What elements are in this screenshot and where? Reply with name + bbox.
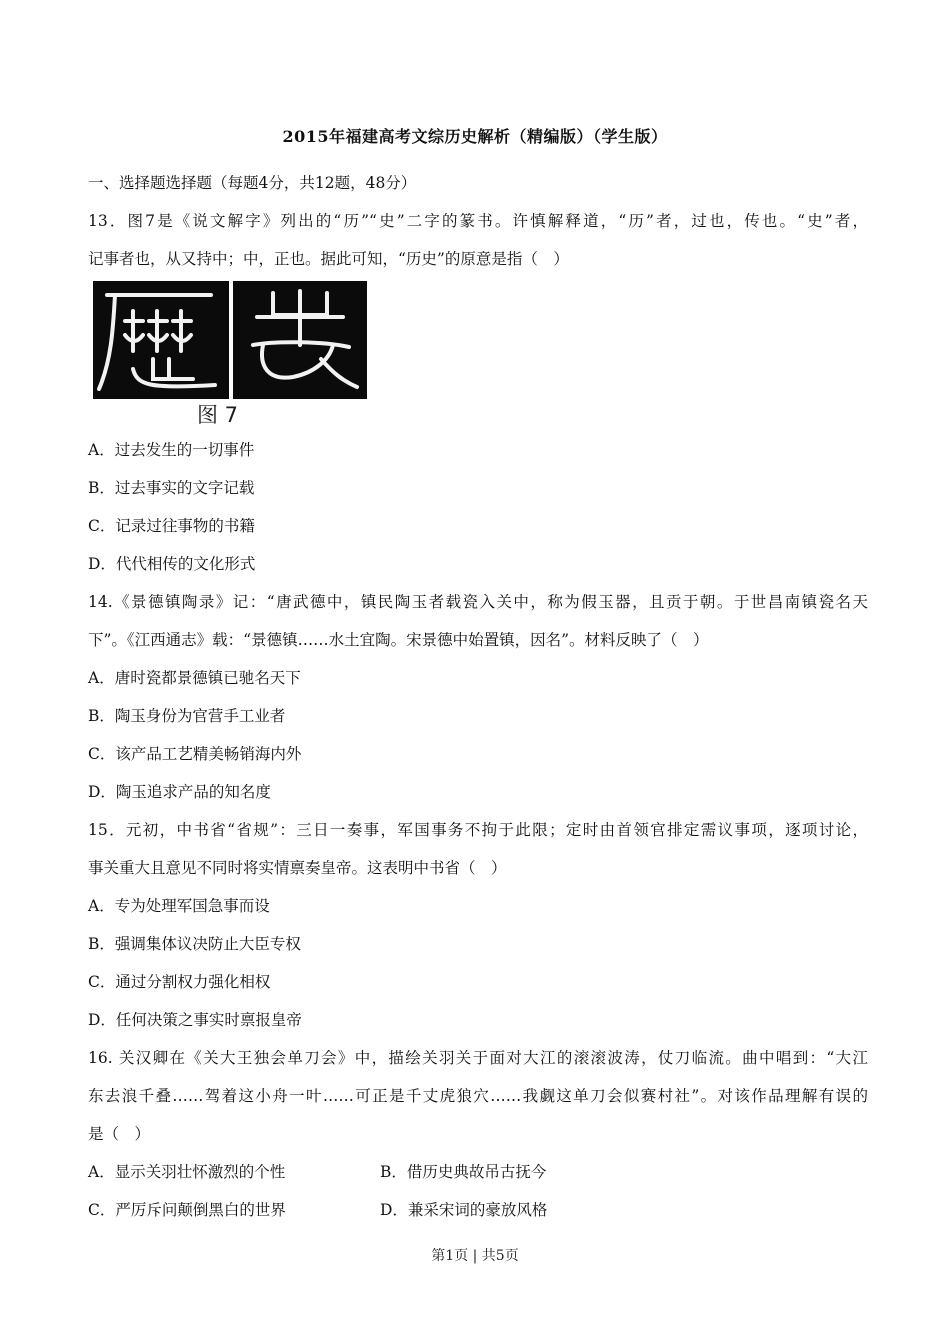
question-16-stem-line-1: 16. 关汉卿在《关大王独会单刀会》中，描绘关羽关于面对大江的滚滚波涛，仗刀临流。曲中唱到：“大江 <box>88 1049 868 1067</box>
question-16-stem-line-3: 是（ ） <box>88 1125 151 1143</box>
question-15-option-a: A．专为处理军国急事而设 <box>88 897 270 915</box>
question-16-option-c: C．严厉斥问颠倒黑白的世界 <box>88 1201 286 1219</box>
question-16-option-b: B．借历史典故吊古抚今 <box>380 1163 547 1181</box>
seal-script-li-image <box>93 281 229 399</box>
question-16-options-row-2 <box>88 1199 868 1221</box>
seal-script-shi-image <box>233 281 367 399</box>
section-heading: 一、选择题选择题（每题4分，共12题，48分） <box>88 174 417 192</box>
question-13-option-c: C．记录过往事物的书籍 <box>88 517 255 535</box>
seal-script-shi-glyph <box>233 281 367 399</box>
question-14-stem-line-1: 14.《景德镇陶录》记：“唐武德中，镇民陶玉者载瓷入关中，称为假玉器，且贡于朝。于世昌南镇瓷名天 <box>88 593 868 611</box>
question-15-option-d: D．任何决策之事实时禀报皇帝 <box>88 1011 302 1029</box>
question-14-option-d: D．陶玉追求产品的知名度 <box>88 783 271 801</box>
question-15-option-c: C．通过分割权力强化相权 <box>88 973 271 991</box>
figure-caption: 图 7 <box>197 403 239 427</box>
question-16-option-d: D．兼采宋词的豪放风格 <box>380 1201 548 1219</box>
question-14-option-a: A．唐时瓷都景德镇已驰名天下 <box>88 669 301 687</box>
figure-7 <box>93 281 367 429</box>
question-13-stem-line-2: 记事者也，从又持中；中，正也。据此可知，“历史”的原意是指（ ） <box>88 250 569 268</box>
question-14-option-c: C．该产品工艺精美畅销海内外 <box>88 745 302 763</box>
question-13-option-a: A．过去发生的一切事件 <box>88 441 255 459</box>
question-16-options-row-1 <box>88 1161 868 1183</box>
question-13-option-d: D．代代相传的文化形式 <box>88 555 256 573</box>
question-15-stem-line-1: 15．元初，中书省“省规”：三日一奏事，军国事务不拘于此限；定时由首领官排定需议事项，逐项讨论， <box>88 821 868 839</box>
page-footer: 第1页 | 共5页 <box>431 1248 519 1264</box>
question-16-stem-line-2: 东去浪千叠……驾着这小舟一叶……可正是千丈虎狼穴……我觑这单刀会似赛村社”。对该作品理解有误的 <box>88 1087 868 1105</box>
question-13-option-b: B．过去事实的文字记载 <box>88 479 255 497</box>
question-14-option-b: B．陶玉身份为官营手工业者 <box>88 707 286 725</box>
question-15-stem-line-2: 事关重大且意见不同时将实情禀奏皇帝。这表明中书省（ ） <box>88 859 507 877</box>
question-14-stem-line-2: 下”。《江西通志》载：“景德镇……水土宜陶。宋景德中始置镇，因名”。材料反映了（ ） <box>88 631 709 649</box>
question-13-stem-line-1: 13．图7是《说文解字》列出的“历”“史”二字的篆书。许慎解释道，“历”者，过也，传也。“史”者， <box>88 212 868 230</box>
question-15-option-b: B．强调集体议决防止大臣专权 <box>88 935 301 953</box>
question-16-option-a: A．显示关羽壮怀激烈的个性 <box>88 1163 286 1181</box>
document-title: 2015年福建高考文综历史解析（精编版）（学生版） <box>282 127 668 146</box>
seal-script-li-glyph <box>93 281 229 399</box>
